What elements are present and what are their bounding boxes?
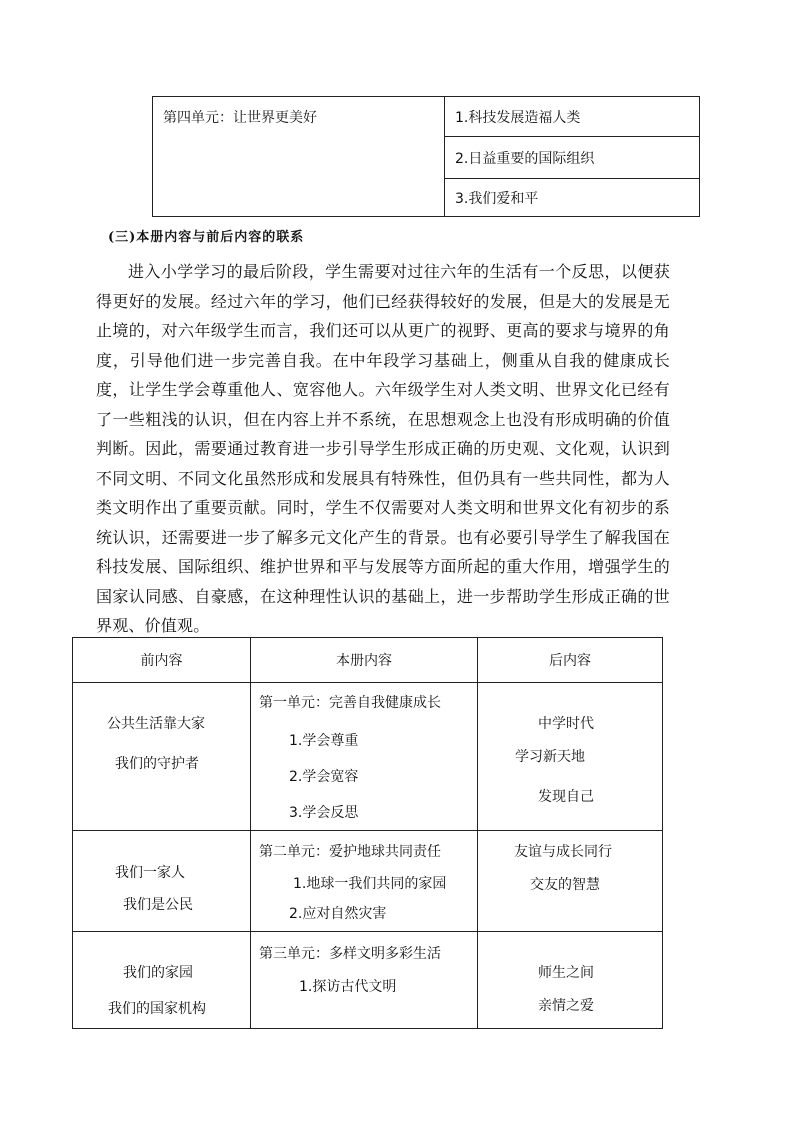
lesson-item: 3.学会反思 [289, 805, 359, 821]
lesson-cell [445, 97, 700, 137]
lesson-label: 3.我们爱和平 [455, 190, 539, 207]
current-cell [251, 831, 478, 932]
prev-item: 我们的家园 [123, 965, 193, 981]
relation-table [72, 637, 663, 1029]
header-prev: 前内容 [73, 638, 251, 683]
next-cell [478, 683, 663, 831]
next-item: 亲情之爱 [538, 998, 594, 1014]
current-cell [251, 683, 478, 831]
next-item: 中学时代 [538, 716, 594, 732]
prev-cell [73, 683, 251, 831]
lesson-cell [445, 137, 700, 179]
prev-item: 我们一家人 [115, 865, 185, 881]
next-item: 师生之间 [538, 965, 594, 981]
table-row [73, 683, 663, 831]
unit4-table [152, 96, 700, 217]
unit-title: 第一单元：完善自我健康成长 [259, 695, 441, 711]
unit4-label: 第四单元：让世界更美好 [163, 110, 317, 126]
header-current: 本册内容 [251, 638, 478, 683]
unit-title: 第二单元：爱护地球共同责任 [259, 844, 441, 860]
next-cell [478, 831, 663, 932]
prev-cell [73, 831, 251, 932]
lesson-item: 2.应对自然灾害 [289, 906, 387, 922]
table-row [73, 831, 663, 932]
lesson-item: 1.探访古代文明 [299, 979, 397, 995]
next-item: 发现自己 [538, 789, 594, 805]
next-item: 交友的智慧 [530, 877, 600, 893]
next-item: 友谊与成长同行 [514, 844, 612, 860]
next-item: 学习新天地 [515, 749, 585, 765]
prev-item: 我们的国家机构 [108, 1001, 206, 1017]
lesson-label: 2.日益重要的国际组织 [455, 150, 595, 167]
prev-item: 我们是公民 [123, 897, 193, 913]
prev-item: 我们的守护者 [115, 756, 199, 772]
prev-item: 公共生活靠大家 [107, 716, 205, 732]
prev-cell [73, 932, 251, 1029]
current-cell [251, 932, 478, 1029]
unit4-label-cell [153, 97, 445, 217]
unit-title: 第三单元：多样文明多彩生活 [259, 946, 441, 962]
table-row [73, 932, 663, 1029]
lesson-item: 1.学会尊重 [289, 733, 359, 749]
body-paragraph: 进入小学学习的最后阶段，学生需要对过往六年的生活有一个反思，以便获得更好的发展。经过六年的学习，他们已经获得较好的发展，但是大的发展是无止境的，对六年级学生而言，我们还可以从更广的视野、更高的要求与境界的角度，引导他们进一步完善自我。在中年段学习基础上，侧重从自我的健康成长度，让学生学会尊重他人、宽容他人。六年级学生对人类文明、世界文化已经有了一些粗浅的认识，但在内容上并不系统，在思想观念上也没有形成明确的价值判断。因此，需要通过教育进一步引导学生形成正确的历史观、文化观，认识到不同文明、不同文化虽然形成和发展具有特殊性，但仍具有一些共同性，都为人类文明作出了重要贡献。同时，学生不仅需要对人类文明和世界文化有初步的系统认识，还需要进一步了解多元文化产生的背景。也有必要引导学生了解我国在科技发展、国际组织、维护世界和平与发展等方面所起的重大作用，增强学生的国家认同感、自豪感，在这种理性认识的基础上，进一步帮助学生形成正确的世界观、价值观。 [96, 262, 670, 635]
lesson-label: 1.科技发展造福人类 [455, 109, 581, 126]
section-heading: (三)本册内容与前后内容的联系 [108, 230, 305, 245]
lesson-item: 1.地球一我们共同的家园 [293, 876, 447, 892]
next-cell [478, 932, 663, 1029]
header-next: 后内容 [478, 638, 663, 683]
lesson-cell [445, 179, 700, 217]
lesson-item: 2.学会宽容 [289, 769, 359, 785]
